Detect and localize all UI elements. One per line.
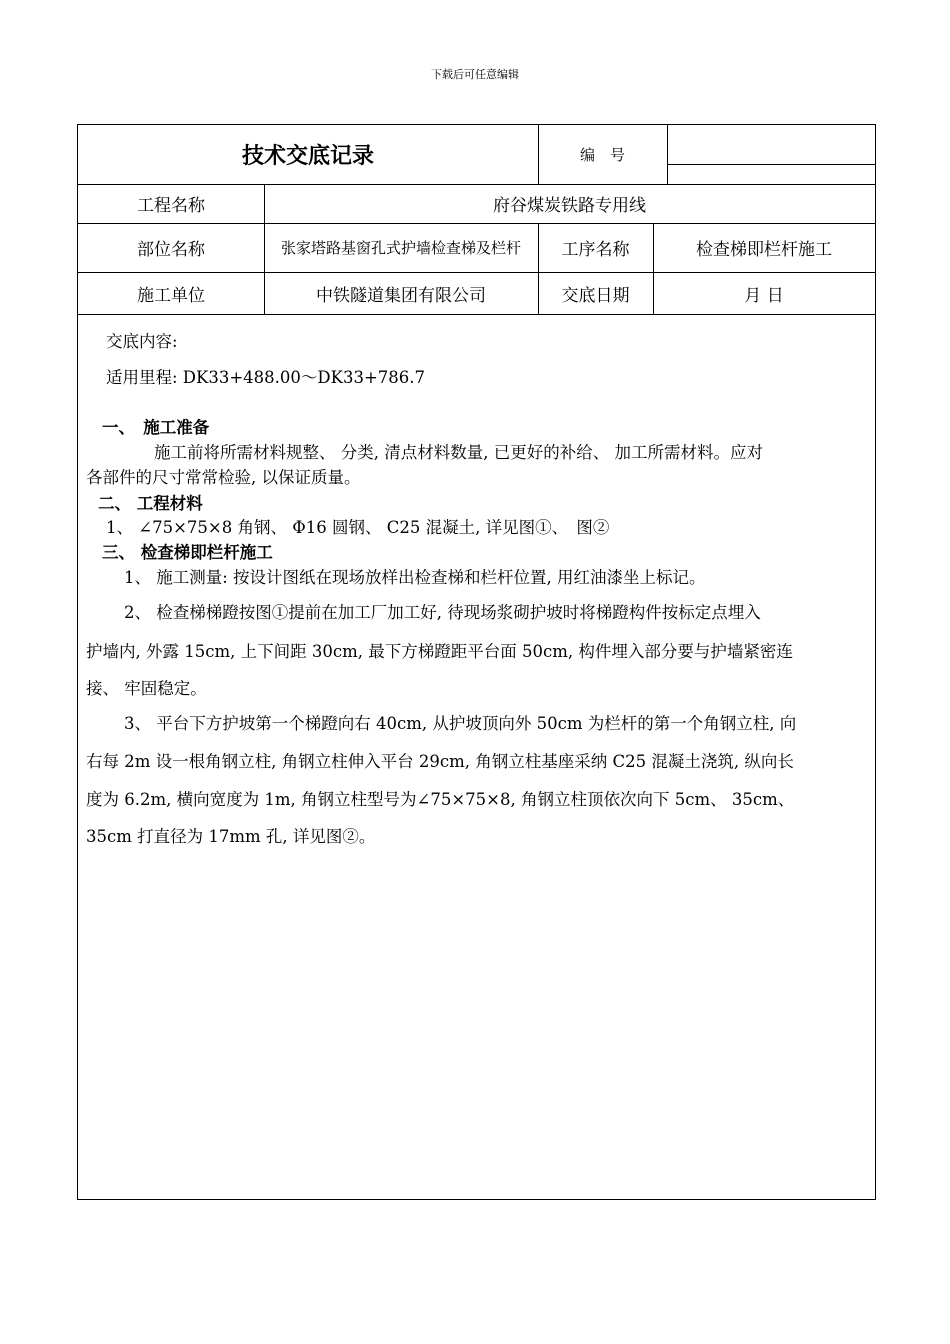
row-divider bbox=[78, 314, 875, 315]
project-name-value: 府谷煤炭铁路专用线 bbox=[493, 196, 646, 216]
part-name-value: 张家塔路基窗孔式护墙检查梯及栏杆 bbox=[280, 238, 521, 257]
disclosure-form bbox=[77, 124, 876, 1200]
section-3-item-1: 1、 施工测量: 按设计图纸在现场放样出检查梯和栏杆位置, 用红油漆坐上标记。 bbox=[124, 568, 706, 587]
section-3-item-2-end: 接、 牢固稳定。 bbox=[86, 679, 207, 698]
unit-value: 中铁隧道集团有限公司 bbox=[316, 285, 486, 306]
section-3-item-3-cont: 右每 2m 设一根角钢立柱, 角钢立柱伸入平台 29cm, 角钢立柱基座采纳 C25 混凝土浇筑, 纵向长 bbox=[86, 752, 794, 771]
mileage: 适用里程: DK33+488.00～DK33+786.7 bbox=[106, 368, 426, 387]
section-1-text: 施工前将所需材料规整、 分类, 清点材料数量, 已更好的补给、 加工所需材料。应对 bbox=[154, 443, 763, 462]
section-2-item: 1、 ∠75×75×8 角钢、 Φ16 圆钢、 C25 混凝土, 详见图①、 图② bbox=[106, 518, 610, 537]
section-3-title: 三、 检查梯即栏杆施工 bbox=[102, 543, 273, 562]
process-value: 检查梯即栏杆施工 bbox=[696, 240, 832, 260]
number-label: 编 号 bbox=[579, 146, 625, 164]
number-cell-divider bbox=[667, 164, 875, 165]
project-name-label: 工程名称 bbox=[137, 196, 205, 216]
section-3-item-2: 2、 检查梯梯蹬按图①提前在加工厂加工好, 待现场浆砌护坡时将梯蹬构件按标定点埋入 bbox=[124, 603, 761, 622]
header-note: 下载后可任意编辑 bbox=[431, 68, 519, 81]
intro-label: 交底内容: bbox=[106, 332, 178, 351]
part-name-label: 部位名称 bbox=[137, 240, 205, 260]
date-label: 交底日期 bbox=[561, 285, 630, 306]
section-3-item-3-cont-2: 度为 6.2m, 横向宽度为 1m, 角钢立柱型号为∠75×75×8, 角钢立柱顶依次向下 5cm、 35cm、 bbox=[86, 790, 795, 809]
process-label: 工序名称 bbox=[561, 240, 630, 260]
section-3-item-3: 3、 平台下方护坡第一个梯蹬向右 40cm, 从护坡顶向外 50cm 为栏杆的第一个角钢立柱, 向 bbox=[124, 714, 797, 733]
section-2-title: 二、 工程材料 bbox=[98, 494, 203, 513]
unit-label: 施工单位 bbox=[137, 285, 205, 306]
section-1-title: 一、 施工准备 bbox=[102, 418, 210, 437]
form-title: 技术交底记录 bbox=[241, 143, 374, 169]
date-value: 月 日 bbox=[744, 285, 784, 306]
section-3-item-3-end: 35cm 打直径为 17mm 孔, 详见图②。 bbox=[86, 827, 376, 846]
section-3-item-2-cont: 护墙内, 外露 15cm, 上下间距 30cm, 最下方梯蹬距平台面 50cm, 构件埋入部分要与护墙紧密连 bbox=[86, 642, 793, 661]
number-value bbox=[667, 125, 875, 164]
section-1-text-cont: 各部件的尺寸常常检验, 以保证质量。 bbox=[86, 468, 361, 487]
